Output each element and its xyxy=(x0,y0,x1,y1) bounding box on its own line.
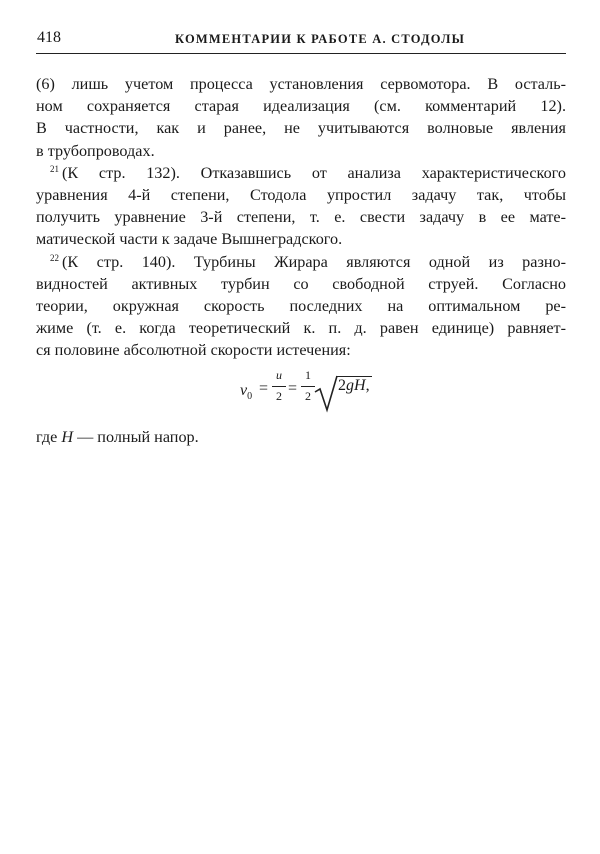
p3-line-1 xyxy=(36,251,566,273)
p2-line-1 xyxy=(36,162,566,184)
fraction-numerator: u xyxy=(276,368,282,382)
p2-line-4: матической части к задаче Вышнеградского. xyxy=(36,230,343,249)
footnote-mark-22: 22 xyxy=(50,252,59,263)
formula-radicand: 2gH, xyxy=(338,377,370,394)
variable-h: H xyxy=(61,428,74,446)
formula-lhs: $v_0$ xyxy=(240,382,253,403)
p2-line-2: уравнения 4-й степени, Стодола упростил задачу так, чтобы xyxy=(36,186,566,205)
formula-lhs-subscript: 0 xyxy=(247,391,253,403)
p3-line-2: видностей активных турбин со свободной струей. Согласно xyxy=(36,274,566,293)
formula-fraction-u-over-2 xyxy=(272,368,286,404)
running-title: КОММЕНТАРИИ К РАБОТЕ А. СТОДОЛЫ xyxy=(175,32,466,46)
p1-line-3: В частности, как и ранее, не учитываются волновые явления xyxy=(36,119,566,138)
p1-line-2: ном сохраняется старая идеализация (см. комментарий 12). xyxy=(36,97,566,116)
header-rule xyxy=(36,53,566,54)
p1-line-4: в трубопроводах. xyxy=(36,141,155,160)
fraction-denominator: 2 xyxy=(305,389,311,403)
p3-line-1-text: (К стр. 140). Турбины Жирара являются одной из разно- xyxy=(62,252,566,271)
p1-line-1: (6) лишь учетом процесса установления сервомотора. В осталь- xyxy=(36,75,566,93)
closing-line: где H — полный напор. xyxy=(36,428,199,446)
formula-equals-1: = xyxy=(259,380,269,397)
p3-line-4: жиме (т. е. когда теоретический к. п. д. равен единице) равняет- xyxy=(36,319,566,338)
footnote-mark-21: 21 xyxy=(50,163,59,174)
page-number: 418 xyxy=(37,29,61,46)
fraction-numerator: 1 xyxy=(305,368,311,382)
p2-line-1-text: (К стр. 132). Отказавшись от анализа характеристического xyxy=(62,163,566,182)
body-text xyxy=(36,73,566,362)
fraction-denominator: 2 xyxy=(276,389,282,403)
formula-equals-2: = xyxy=(288,380,298,397)
p2-line-3: получить уравнение 3-й степени, т. е. свести задачу в ее мате- xyxy=(36,208,566,227)
p3-line-3: теории, окружная скорость последних на оптимальном ре- xyxy=(36,297,566,316)
p3-line-5: ся половине абсолютной скорости истечения: xyxy=(36,341,351,360)
